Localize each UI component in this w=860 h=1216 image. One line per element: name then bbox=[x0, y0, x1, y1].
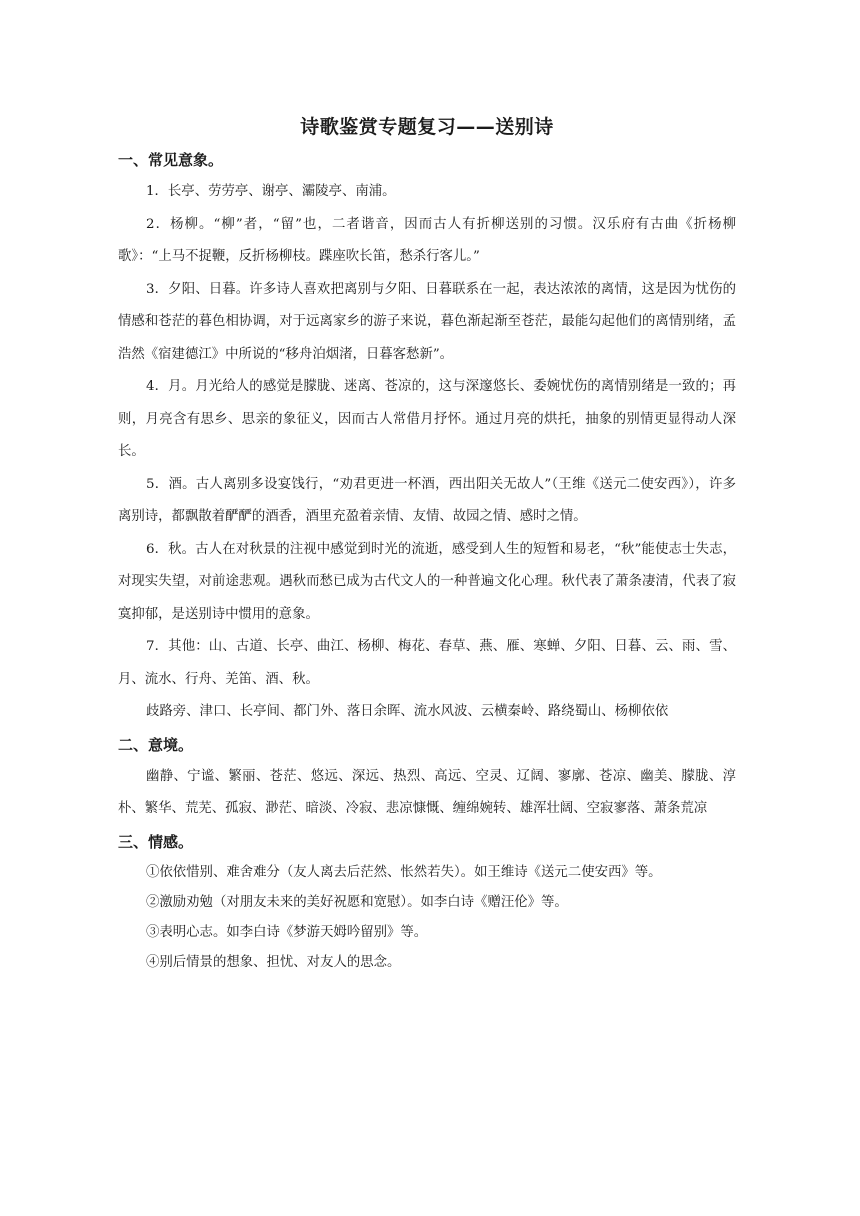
emotion-item-1: ①依依惜别、难舍难分（友人离去后茫然、怅然若失）。如王维诗《送元二使安西》等。 bbox=[146, 864, 662, 880]
imagery-item-7: 7．其他：山、古道、长亭、曲江、杨柳、梅花、春草、燕、雁、寒蝉、夕阳、日暮、云、雨、雪、月、流水、行舟、羌笛、酒、秋。 bbox=[118, 639, 736, 687]
imagery-item-1: 1．长亭、劳劳亭、谢亭、灞陵亭、南浦。 bbox=[146, 184, 396, 199]
section-heading-emotion: 三、情感。 bbox=[118, 832, 194, 851]
imagery-item-3: 3．夕阳、日暮。许多诗人喜欢把离别与夕阳、日暮联系在一起，表达浓浓的离情，这是因为忧伤的情感和苍茫的暮色相协调，对于远离家乡的游子来说，暮色渐起渐至苍茫，最能勾起他们的离情别绪，孟浩然《宿建德江》中所说的“移舟泊烟渚，日暮客愁新”。 bbox=[118, 281, 736, 362]
emotion-item-3: ③表明心志。如李白诗《梦游天姆吟留别》等。 bbox=[146, 924, 428, 940]
emotion-item-4: ④别后情景的想象、担忧、对友人的思念。 bbox=[146, 954, 401, 970]
imagery-item-5: 5．酒。古人离别多设宴饯行，“劝君更进一杯酒，西出阳关无故人”（王维《送元二使安西》），许多离别诗，都飘散着酽酽的酒香，酒里充盈着亲情、友情、故园之情、感时之情。 bbox=[118, 476, 736, 524]
imagery-item-6: 6．秋。古人在对秋景的注视中感觉到时光的流逝，感受到人生的短暂和易老，“秋”能使志士失志，对现实失望，对前途悲观。遇秋而愁已成为古代文人的一种普遍文化心理。秋代表了萧条凄清，代表了寂寞抑郁，是送别诗中惯用的意象。 bbox=[118, 541, 736, 622]
imagery-item-scenes: 歧路旁、津口、长亭间、都门外、落日余晖、流水风波、云横秦岭、路绕蜀山、杨柳依依 bbox=[146, 704, 669, 719]
mood-list: 幽静、宁谧、繁丽、苍茫、悠远、深远、热烈、高远、空灵、辽阔、寥廓、苍凉、幽美、朦胧、淳朴、繁华、荒芜、孤寂、渺茫、暗淡、冷寂、悲凉慷慨、缠绵婉转、雄浑壮阔、空寂寥落、萧条荒凉 bbox=[118, 768, 736, 816]
page-title: 诗歌鉴赏专题复习——送别诗 bbox=[300, 116, 554, 138]
imagery-item-2: 2．杨柳。“柳”者，“留”也，二者谐音，因而古人有折柳送别的习惯。汉乐府有古曲《折杨柳歌》：“上马不捉鞭，反折杨柳枝。蹀座吹长笛，愁杀行客儿。” bbox=[118, 216, 736, 264]
section-heading-mood: 二、意境。 bbox=[118, 735, 194, 754]
section-heading-imagery: 一、常见意象。 bbox=[118, 151, 224, 169]
imagery-item-4: 4．月。月光给人的感觉是朦胧、迷离、苍凉的，这与深邃悠长、委婉忧伤的离情别绪是一致的；再则，月亮含有思乡、思亲的象征义，因而古人常借月抒怀。通过月亮的烘托，抽象的别情更显得动人深长。 bbox=[118, 379, 736, 459]
emotion-item-2: ②激励劝勉（对朋友未来的美好祝愿和宽慰）。如李白诗《赠汪伦》等。 bbox=[146, 894, 568, 910]
document-body bbox=[118, 112, 736, 978]
